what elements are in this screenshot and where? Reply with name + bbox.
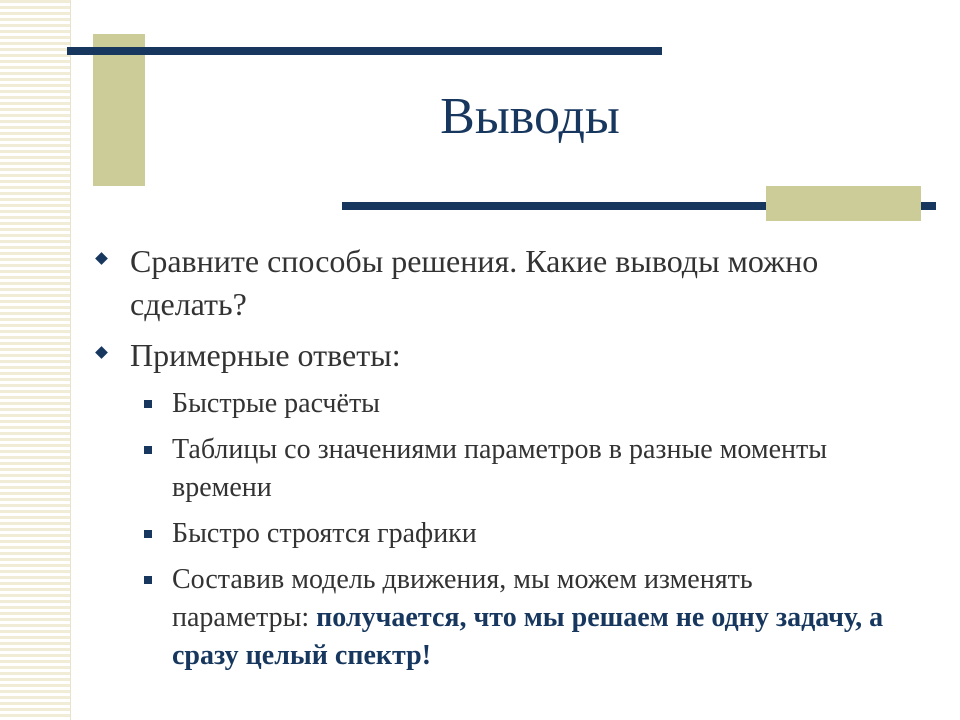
diamond-bullet-icon: [95, 252, 108, 265]
subbullet-bold-text: получается, что мы решаем не одну задачу, а сразу целый спектр!: [172, 602, 884, 671]
subbullet-graphs: [95, 515, 895, 553]
bullet-sample-answers: [95, 334, 895, 377]
decor-block-left: [93, 34, 145, 186]
striped-margin-decoration: [0, 0, 71, 720]
square-bullet-icon: [144, 530, 152, 538]
square-bullet-icon: [144, 446, 152, 454]
subbullet-tables: [95, 431, 895, 507]
square-bullet-icon: [144, 576, 152, 584]
bullet-text: Сравните способы решения. Какие выводы можно сделать?: [130, 243, 819, 322]
square-bullet-icon: [144, 400, 152, 408]
subbullet-model: [95, 561, 895, 675]
slide-title: Выводы: [440, 88, 620, 145]
decor-bar-top: [67, 47, 662, 55]
slide-content: [95, 240, 895, 683]
decor-block-right: [766, 186, 921, 221]
subbullet-text: Быстрые расчёты: [172, 388, 380, 419]
diamond-bullet-icon: [95, 346, 108, 359]
subbullet-text: Таблицы со значениями параметров в разные моменты времени: [172, 434, 828, 503]
subbullet-text: Составив модель движения, мы можем изменять параметры:: [172, 564, 753, 633]
subbullet-text: Быстро строятся графики: [172, 518, 477, 549]
bullet-text: Примерные ответы:: [130, 337, 401, 373]
bullet-compare: [95, 240, 895, 326]
subbullet-fast-calc: [95, 385, 895, 423]
